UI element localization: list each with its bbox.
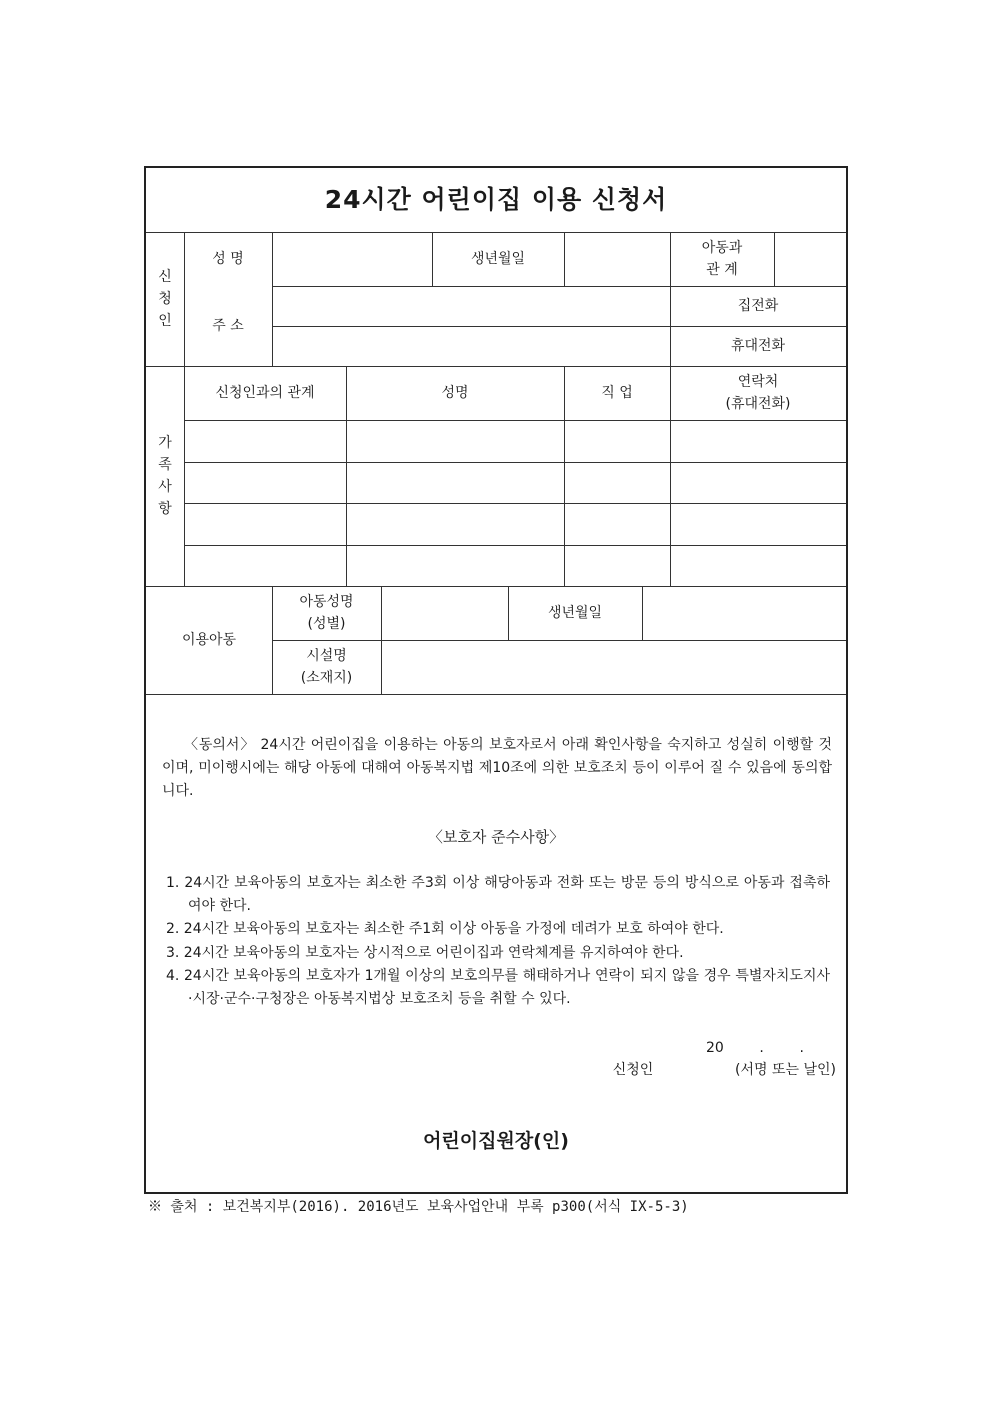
applicant-sign-label: 신청인 [612,1062,654,1078]
rules-title: 〈보호자 준수사항〉 [427,828,565,846]
director-signature: 어린이집원장(인) [423,1130,569,1152]
applicant-address-field-1[interactable] [273,286,670,326]
child-name-field[interactable] [382,586,508,640]
child-facility-label: 시설명 (소재지) [300,648,353,686]
rule-item: 3. 24시간 보육아동의 보호자는 상시적으로 어린이집과 연락체계를 유지하여야 한다. [166,945,684,961]
rule-item: 1. 24시간 보육아동의 보호자는 최소한 주3회 이상 해당아동과 전화 또는 방문 등의 방식으로 아동과 접촉하여야 한다. [166,875,830,914]
applicant-home-phone-label: 집전화 [737,298,779,314]
family-col-job: 직 업 [601,385,633,401]
family-row[interactable] [185,421,845,462]
applicant-birth-label: 생년월일 [470,251,526,267]
applicant-name-field[interactable] [273,232,432,286]
applicant-relation-field[interactable] [775,232,846,286]
date-line: 20 . . [706,1040,804,1056]
family-section-label: 가 족 사 항 [158,435,172,517]
child-birth-field[interactable] [643,586,846,640]
applicant-address-label: 주 소 [212,318,244,334]
applicant-name-label: 성 명 [212,251,244,267]
child-facility-field[interactable] [382,640,846,694]
child-birth-label: 생년월일 [547,605,603,621]
rule-item: 2. 24시간 보육아동의 보호자는 최소한 주1회 이상 아동을 가정에 데려가 보호 하여야 한다. [166,921,724,937]
applicant-mobile-label: 휴대전화 [730,338,786,354]
applicant-relation-label: 아동과 관 계 [701,240,743,278]
child-name-label: 아동성명 (성별) [299,594,354,632]
family-col-name: 성명 [441,385,469,401]
family-col-contact: 연락처 (휴대전화) [725,374,791,412]
family-row[interactable] [185,546,845,586]
consent-text: 〈동의서〉 24시간 어린이집을 이용하는 아동의 보호자로서 아래 확인사항을 숙지하고 성실히 이행할 것이며, 미이행시에는 해당 아동에 대해여 아동복지법 제10조에 의한 보호조치 등이 이루어 질 수 있음에 동의합니다. [162,737,832,799]
family-col-relation: 신청인과의 관계 [215,385,315,401]
applicant-address-field-2[interactable] [273,326,670,366]
child-section-label: 이용아동 [181,632,237,648]
sign-note: (서명 또는 날인) [735,1062,836,1078]
family-row[interactable] [185,504,845,545]
application-form [144,166,848,1194]
form-title: 24시간 어린이집 이용 신청서 [324,185,668,214]
applicant-section-label: 신 청 인 [158,269,172,329]
rule-item: 4. 24시간 보육아동의 보호자가 1개월 이상의 보호의무를 해태하거나 연락이 되지 않을 경우 특별자치도지사·시장·군수·구청장은 아동복지법상 보호조치 등을 취할 수 있다. [166,968,830,1007]
family-row[interactable] [185,463,845,503]
source-note: ※ 출처 : 보건복지부(2016). 2016년도 보육사업안내 부록 p300(서식 IX-5-3) [148,1199,689,1215]
applicant-birth-field[interactable] [565,232,670,286]
